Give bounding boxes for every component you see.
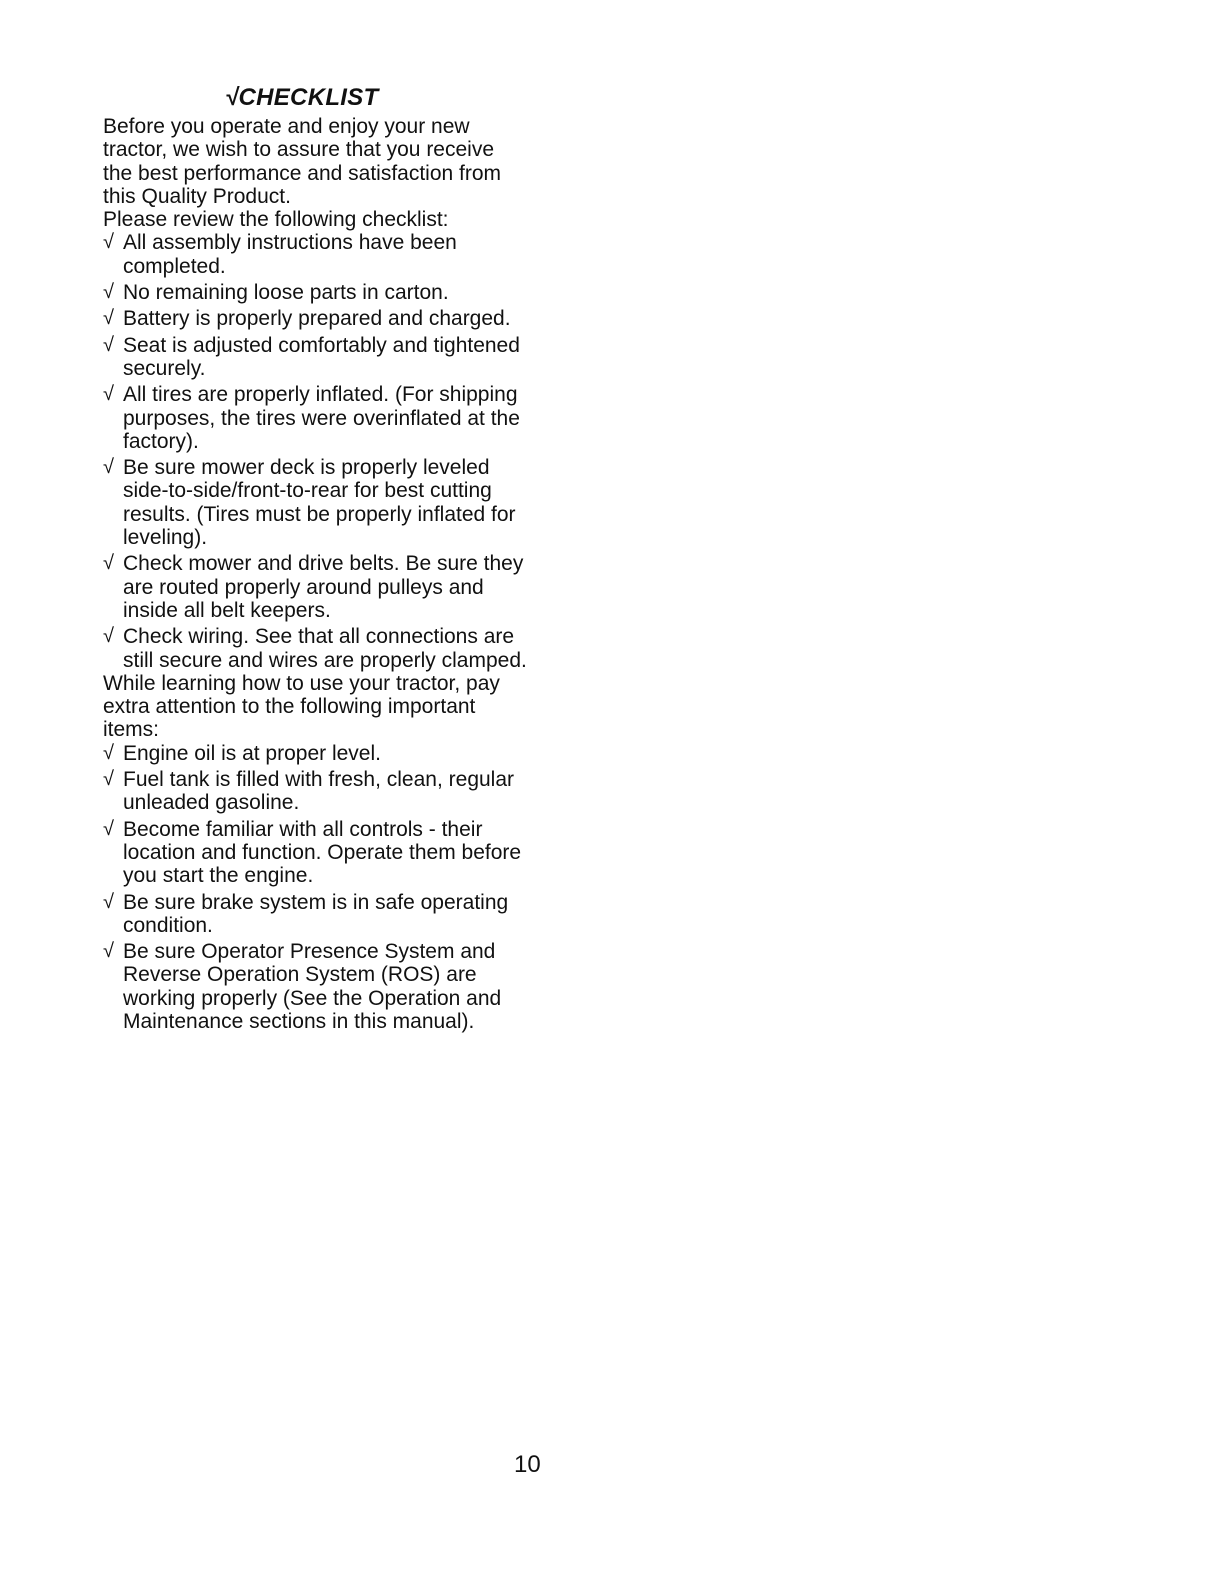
checkmark-icon: √	[103, 231, 114, 254]
checklist-while-learning	[103, 742, 528, 1034]
checklist-item	[103, 334, 528, 381]
checklist-item	[103, 552, 528, 622]
intro-paragraph: Before you operate and enjoy your new tractor, we wish to assure that you receive the best performance and satisfaction from this Quality Product.	[103, 115, 502, 208]
page-title	[225, 84, 528, 112]
checkmark-icon: √	[103, 333, 114, 356]
checkmark-icon: √	[103, 281, 114, 304]
checklist-item	[103, 307, 528, 330]
checklist-item	[103, 742, 528, 765]
checkmark-icon: √	[103, 552, 114, 575]
checklist-item-text: Battery is properly prepared and charged.	[123, 307, 511, 331]
checklist-item-text: Check mower and drive belts. Be sure they are routed properly around pulleys and inside all belt keepers.	[123, 552, 524, 622]
checkmark-icon: √	[103, 940, 114, 963]
page-number: 10	[514, 1451, 541, 1478]
checkmark-icon: √	[103, 625, 114, 648]
checklist-item-text: Be sure brake system is in safe operating condition.	[123, 890, 509, 937]
checkmark-icon: √	[225, 84, 239, 111]
checklist-item	[103, 940, 528, 1033]
checkmark-icon: √	[103, 741, 114, 764]
checklist-item	[103, 231, 528, 278]
checklist-section	[103, 84, 528, 1033]
checkmark-icon: √	[103, 768, 114, 791]
checklist-item-text: All tires are properly inflated. (For shipping purposes, the tires were overinflated at the factory).	[123, 383, 520, 453]
checkmark-icon: √	[103, 307, 114, 330]
checkmark-icon: √	[103, 890, 114, 913]
checklist-item-text: Engine oil is at proper level.	[123, 741, 381, 765]
checklist-item-text: Be sure Operator Presence System and Reverse Operation System (ROS) are working properly (See the Operation and Maintenance sections in this manual).	[123, 940, 502, 1033]
checklist-item-text: Become familiar with all controls - their location and function. Operate them before you start the engine.	[123, 817, 522, 888]
checklist-item	[103, 281, 528, 304]
review-prompt: Please review the following checklist:	[103, 208, 449, 232]
checkmark-icon: √	[103, 383, 114, 406]
checklist-item	[103, 768, 528, 815]
checklist-before-operation	[103, 231, 528, 671]
checklist-item-text: No remaining loose parts in carton.	[123, 281, 449, 305]
checkmark-icon: √	[103, 456, 114, 479]
checklist-item-text: Seat is adjusted comfortably and tightened securely.	[123, 333, 520, 380]
checklist-item	[103, 625, 528, 672]
learning-prompt: While learning how to use your tractor, pay extra attention to the following important items:	[103, 671, 500, 742]
checkmark-icon: √	[103, 817, 114, 840]
checklist-item-text: All assembly instructions have been completed.	[123, 231, 457, 278]
checklist-item-text: Be sure mower deck is properly leveled side-to-side/front-to-rear for best cutting results. (Tires must be properly inflated for leveling).	[123, 456, 516, 550]
title-text: CHECKLIST	[238, 84, 379, 111]
checklist-item	[103, 891, 528, 938]
checklist-item-text: Check wiring. See that all connections are still secure and wires are properly clamped.	[123, 625, 527, 672]
checklist-item	[103, 456, 528, 549]
checklist-item-text: Fuel tank is filled with fresh, clean, regular unleaded gasoline.	[123, 768, 515, 815]
checklist-item	[103, 383, 528, 453]
checklist-item	[103, 818, 528, 888]
